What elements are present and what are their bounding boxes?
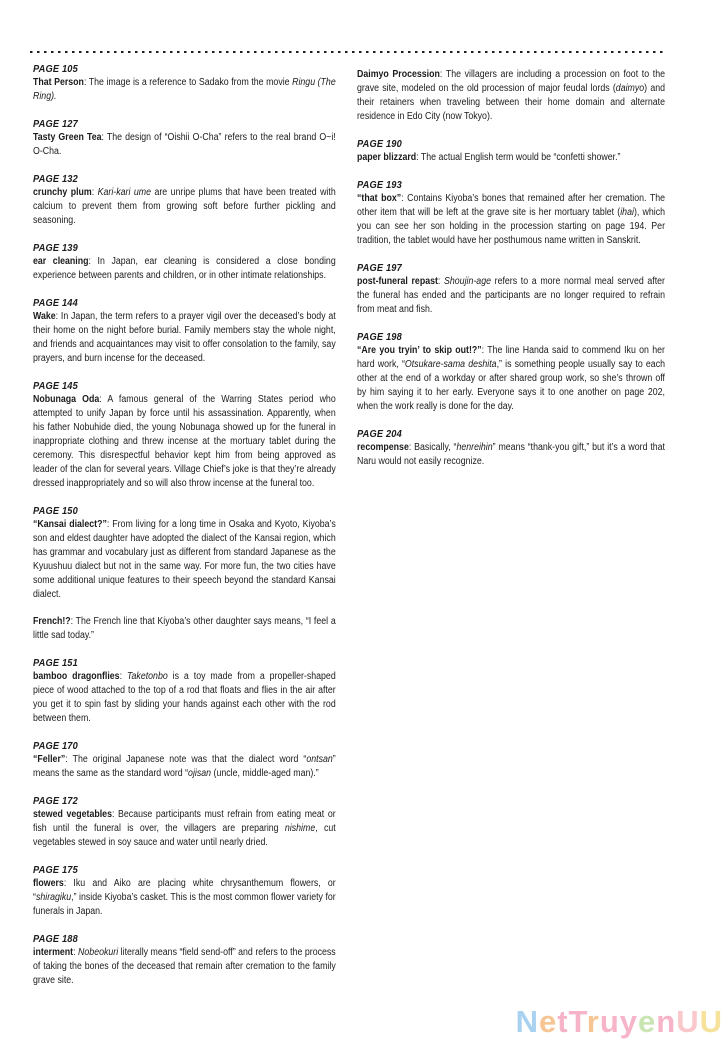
italic-text: shiragiku [35,892,72,903]
note-entry [33,172,336,228]
note-paragraph [33,186,336,228]
note-text: refers to a more normal meal served after the funeral has ended and the participants are no longer required to refrain from meat and fish. [357,276,665,315]
note-paragraph [33,76,336,104]
italic-text: ojisan [188,768,212,779]
note-entry [357,137,665,165]
note-term: Nobunaga Oda [33,394,100,405]
note-paragraph [33,877,336,919]
page-heading: PAGE 188 [33,933,78,945]
page-heading: PAGE 151 [33,657,78,669]
italic-text: daimyo [615,83,645,94]
italic-text: nishime [284,823,316,834]
note-text: : In Japan, ear cleaning is considered a close bonding experience between parents and children, or in other intimate relationships. [33,256,336,281]
note-term: post-funeral repast [357,276,438,287]
note-paragraph [33,615,336,643]
watermark-letter: t [557,1004,569,1039]
page-heading: PAGE 172 [33,795,78,807]
watermark-letter: U [699,1004,723,1039]
note-term: “Kansai dialect?” [33,519,107,530]
note-paragraph [33,670,336,726]
site-watermark [516,1004,723,1040]
notes-column-left [33,62,336,988]
note-text: : [119,671,127,682]
italic-text: Otsukare-sama deshita [404,359,497,370]
page-heading: PAGE 197 [357,262,402,274]
watermark-letter: r [586,1004,600,1039]
note-paragraph [33,393,336,491]
note-text: ” means the same as the standard word “ [33,754,336,779]
page-heading: PAGE 193 [357,179,402,191]
note-entry [33,241,336,283]
note-text: (uncle, middle-aged man).” [211,768,319,779]
note-paragraph [33,808,336,850]
note-text: : [437,276,445,287]
page-heading: PAGE 132 [33,173,78,185]
note-text: : A famous general of the Warring States period who attempted to unify Japan by force until his assassination. Apparently, when his father Nobuhide died, the young Nobunaga showed up for the funeral in inappropriate clothing and threw incense at the mortuary tablet during the ceremony. This disrespectful behavior kept him from being approved as leader of the clan for several years. Village Chief’s joke is that they’re already dressed inappropriately and so will also throw incense at the funeral too. [33,394,336,489]
italic-text: henreihin [456,442,493,453]
italic-text: ontsan [306,754,333,765]
note-term: That Person [33,77,84,88]
note-entry [33,504,336,643]
note-paragraph [33,753,336,781]
page-heading: PAGE 144 [33,297,78,309]
note-text: : Contains Kiyoba’s bones that remained after her cremation. The other item that will be left at the grave site is her mortuary tablet ( [357,193,666,218]
note-entry [33,794,336,850]
note-text: ,” is something people usually say to each other at the end of a workday or after shared group work, so she’s thrown off by him saying it to her early. Everyone says it to one another on page 202, when the work really is done for the day. [357,359,665,412]
note-text: : The original Japanese note was that the dialect word “ [65,754,307,765]
note-text: ), which you can see her son holding in the procession starting on page 194. Per tradition, the tablet would have her posthumous name written in Sanskrit. [357,207,665,246]
watermark-letter: u [599,1004,620,1039]
note-term: recompense [357,442,409,453]
note-term: interment [33,947,74,958]
note-text: : Basically, “ [408,442,457,453]
watermark-letter: n [656,1004,677,1039]
page-heading: PAGE 150 [33,505,78,517]
watermark-letter: N [515,1004,539,1039]
note-text: : The line Handa said to commend Iku on her hard work, “ [357,345,665,370]
note-text: : From living for a long time in Osaka and Kyoto, Kiyoba’s son and eldest daughter have adopted the dialect of the Kansai region, which has grammar and vocabulary just as different from standard Japanese as the Kyuushuu dialect but not in the same way. For more fun, the two cities have some additional unique features to their speech beyond the standard Kansai dialect. [33,519,336,600]
note-text: is a toy made from a propeller-shaped piece of wood attached to the top of a rod that floats and flies in the air after you get it to spin fast by sliding your hands against each other with the rod between them. [33,671,336,724]
note-paragraph [357,192,665,248]
watermark-letter: e [538,1004,558,1039]
note-paragraph [357,344,665,414]
note-paragraph [357,151,665,165]
note-paragraph [33,131,336,159]
note-text: : The actual English term would be “confetti shower.” [416,152,621,163]
italic-text: Nobeokuri [78,947,119,958]
note-text: : [73,947,79,958]
note-paragraph [33,255,336,283]
note-entry [357,68,665,124]
note-entry [357,261,665,317]
note-text: ) and their retainers when traveling between their home domain and alternate residence in Edo City (now Tokyo). [357,83,665,122]
note-paragraph [357,68,665,124]
note-text: : The villagers are including a procession on foot to the grave site, modeled on the old procession of major feudal lords ( [357,69,666,94]
page-heading: PAGE 139 [33,242,78,254]
note-term: “that box” [357,193,402,204]
note-paragraph [357,441,665,469]
note-paragraph [33,946,336,988]
page-heading: PAGE 170 [33,740,78,752]
note-entry [33,62,336,104]
note-text: : In Japan, the term refers to a prayer vigil over the deceased’s body at their home on the night before burial. Family members stay the whole night, and friends and acquaintances may visit to offer consolation to the family, say prayers, and burn incense for the deceased. [33,311,336,364]
note-term: Wake [33,311,56,322]
note-term: stewed vegetables [33,809,112,820]
watermark-letter: T [568,1004,587,1039]
note-text: : [91,187,98,198]
watermark-letter: e [638,1004,657,1039]
page-heading: PAGE 198 [357,331,402,343]
note-text: literally means “field send-off” and refers to the process of taking the bones of the deceased that remain after cremation to the family grave site. [33,947,336,986]
note-text: , cut vegetables stewed in soy sauce and water until nearly dried. [33,823,336,848]
note-paragraph [33,518,336,602]
notes-column-right [357,68,665,469]
page-heading: PAGE 127 [33,118,78,130]
page-heading: PAGE 145 [33,380,78,392]
note-entry [33,863,336,919]
watermark-letter: y [619,1004,639,1039]
note-text: : The image is a reference to Sadako from the movie [83,77,293,88]
italic-text: Kari-kari ume [97,187,151,198]
page-heading: PAGE 190 [357,138,402,150]
watermark-letter: U [676,1004,700,1039]
italic-text: ihai [620,207,634,218]
note-text: : Iku and Aiko are placing white chrysanthemum flowers, or “ [33,878,336,903]
page-heading: PAGE 175 [33,864,78,876]
note-entry [33,379,336,491]
note-entry [357,427,665,469]
note-entry [33,739,336,781]
note-term: ear cleaning [33,256,89,267]
note-entry [357,178,665,248]
note-term: French!? [33,616,71,627]
note-term: paper blizzard [357,152,417,163]
note-text: ,” inside Kiyoba’s casket. This is the most common flower variety for funerals in Japan. [33,892,336,917]
dotted-divider [30,51,665,53]
note-text: : The design of “Oishii O-Cha” refers to the real brand O~i! O-Cha. [33,132,336,157]
note-entry [357,330,665,414]
note-paragraph [357,275,665,317]
note-term: bamboo dragonflies [33,671,120,682]
note-term: Daimyo Procession [357,69,440,80]
note-term: “Feller” [33,754,66,765]
note-text: : The French line that Kiyoba’s other daughter says means, “I feel a little sad today.” [33,616,336,641]
note-paragraph [33,310,336,366]
note-text: are unripe plums that have been treated with calcium to prevent them from growing soft before further pickling and seasoning. [33,187,336,226]
note-entry [33,117,336,159]
italic-text: Taketonbo [126,671,168,682]
italic-text: Shoujin-age [444,276,491,287]
note-entry [33,296,336,366]
note-term: flowers [33,878,64,889]
page-heading: PAGE 204 [357,428,402,440]
note-entry [33,932,336,988]
note-text: ” means “thank-you gift,” but it’s a word that Naru would not easily recognize. [357,442,665,467]
page-heading: PAGE 105 [33,63,78,75]
note-term: crunchy plum [33,187,92,198]
note-term: “Are you tryin’ to skip out!?” [357,345,482,356]
italic-text: Ringu (The Ring). [33,77,336,102]
note-entry [33,656,336,726]
note-term: Tasty Green Tea [33,132,102,143]
note-text: : Because participants must refrain from eating meat or fish until the funeral is over, the villagers are preparing [33,809,336,834]
